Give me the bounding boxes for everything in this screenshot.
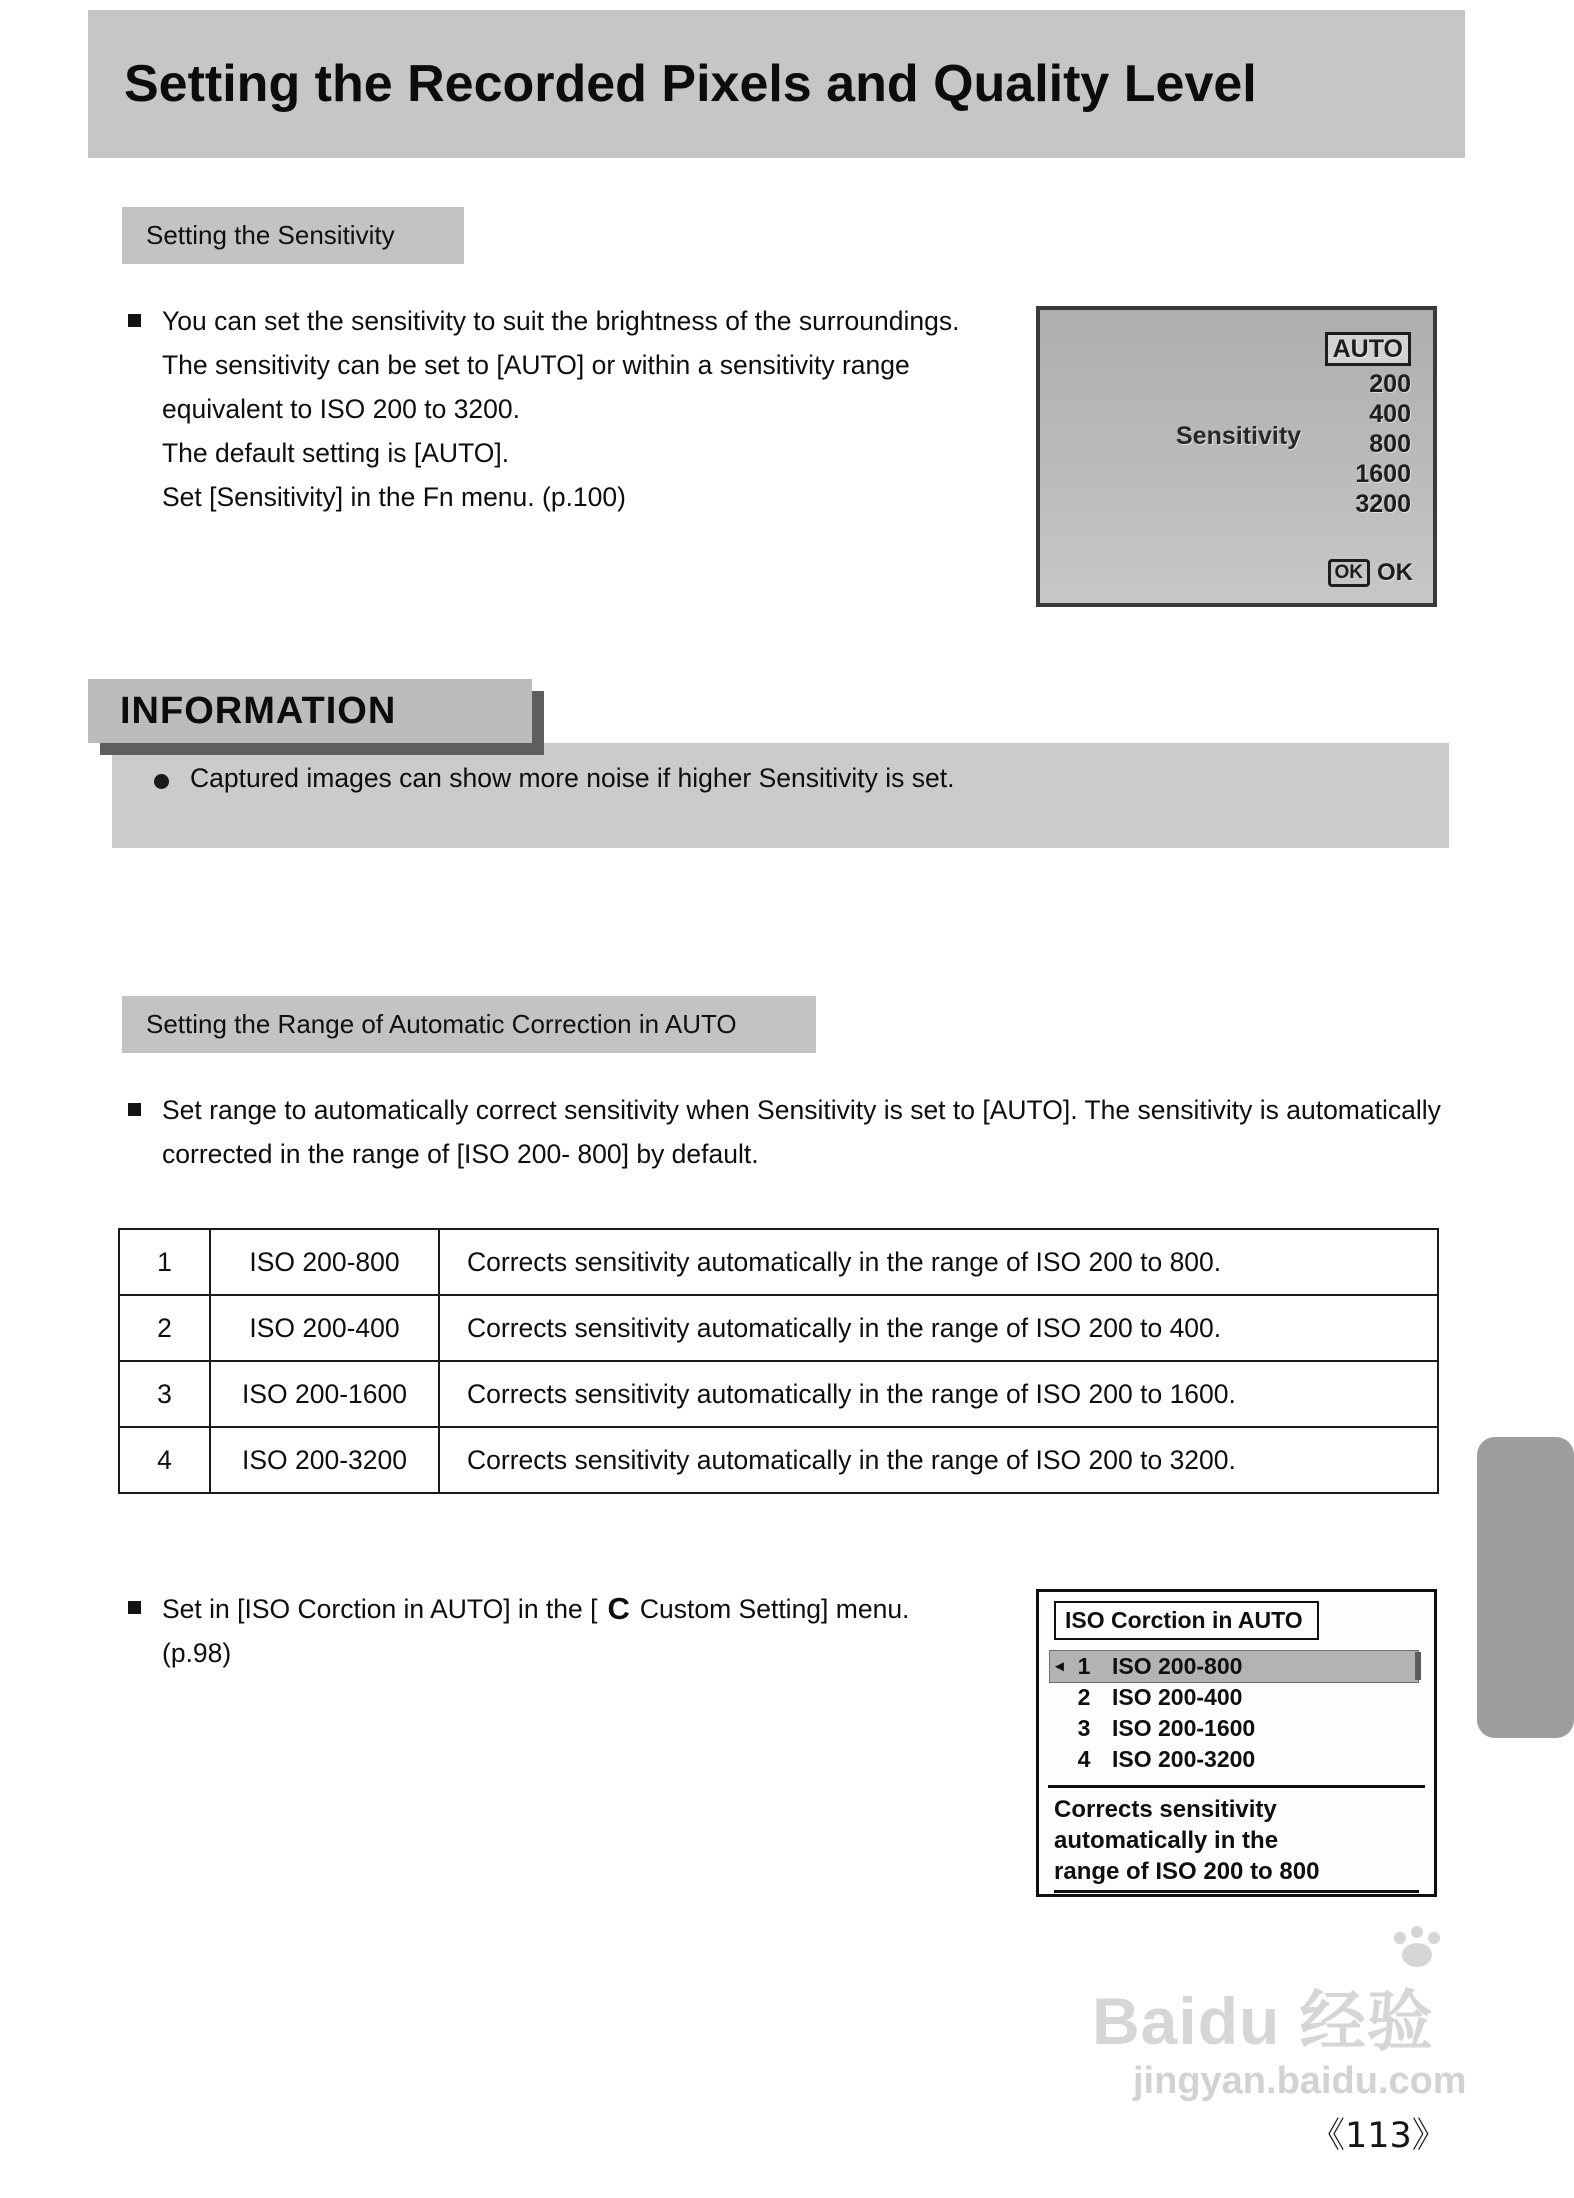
square-bullet-icon	[128, 314, 141, 327]
menu-item	[1050, 1744, 1418, 1775]
table-row	[119, 1229, 1438, 1295]
page-title: Setting the Recorded Pixels and Quality Level	[124, 55, 1257, 113]
watermark-url: jingyan.baidu.com	[1133, 2060, 1467, 2102]
ok-row	[1328, 559, 1414, 587]
section-label-text: Setting the Sensitivity	[146, 220, 395, 250]
section-label-text: Setting the Range of Automatic Correction in AUTO	[146, 1009, 737, 1039]
note-text-before: Set in [ISO Corction in AUTO] in the [	[162, 1594, 598, 1624]
menu-item-number: 2	[1077, 1684, 1091, 1710]
screen-description	[1054, 1794, 1419, 1893]
cursor-arrow-icon: ◄	[1052, 1658, 1067, 1675]
table-cell-description: Corrects sensitivity automatically in the range of ISO 200 to 800.	[439, 1229, 1438, 1295]
ok-label: OK	[1377, 559, 1413, 586]
square-bullet-icon	[128, 1103, 141, 1116]
option-200: 200	[1369, 370, 1411, 398]
iso-range-table	[118, 1228, 1439, 1494]
table-row	[119, 1295, 1438, 1361]
page-title-bar	[88, 10, 1465, 158]
screen-divider	[1048, 1785, 1425, 1788]
option-auto-selected: AUTO	[1325, 332, 1411, 366]
paragraph-text: The default setting is [AUTO].	[162, 438, 510, 468]
menu-item-number: 3	[1077, 1715, 1091, 1741]
information-heading-text: INFORMATION	[120, 689, 397, 732]
description-line: range of ISO 200 to 800	[1054, 1856, 1419, 1893]
table-cell-range: ISO 200-3200	[210, 1427, 439, 1493]
table-row	[119, 1361, 1438, 1427]
description-line: Corrects sensitivity	[1054, 1796, 1277, 1823]
option-400: 400	[1369, 400, 1411, 428]
page-number: 《113》	[1310, 2116, 1447, 2156]
page-reference: (p.98)	[162, 1638, 232, 1668]
table-cell-range: ISO 200-800	[210, 1229, 439, 1295]
circle-bullet-icon	[154, 774, 169, 789]
table-cell-description: Corrects sensitivity automatically in the range of ISO 200 to 400.	[439, 1295, 1438, 1361]
menu-item-selected	[1050, 1651, 1418, 1682]
table-cell-number: 3	[119, 1361, 210, 1427]
section-label-range	[122, 996, 816, 1053]
custom-menu-icon: C	[607, 1591, 630, 1626]
table-cell-number: 2	[119, 1295, 210, 1361]
ok-button-icon: OK	[1328, 559, 1371, 587]
paragraph-text: You can set the sensitivity to suit the brightness of the surroundings. The sensitivity can be set to [AUTO] or within a sensitivity range equivalent to ISO 200 to 3200.	[162, 306, 960, 424]
menu-item-label: ISO 200-3200	[1112, 1746, 1256, 1772]
menu-item-number: 4	[1077, 1746, 1091, 1772]
custom-setting-paragraph	[162, 1586, 1002, 1675]
paw-icon	[1392, 1926, 1442, 1968]
paragraph-text	[162, 1586, 1002, 1631]
menu-item	[1050, 1713, 1418, 1744]
sensitivity-options-list	[1325, 332, 1411, 519]
table-cell-number: 1	[119, 1229, 210, 1295]
page-edge-tab	[1477, 1437, 1574, 1738]
scrollbar-thumb	[1415, 1652, 1421, 1680]
paw-pad-shape	[1402, 1943, 1432, 1967]
paw-toe-shape	[1411, 1926, 1423, 1938]
paw-toe-shape	[1394, 1932, 1406, 1944]
paragraph-text: Set range to automatically correct sensitivity when Sensitivity is set to [AUTO]. The sensitivity is automatically corrected in the range of [ISO 200- 800] by default.	[162, 1095, 1441, 1169]
sensitivity-screen-label: Sensitivity	[1176, 422, 1302, 450]
paragraph-text: Set [Sensitivity] in the Fn menu. (p.100)	[162, 482, 626, 512]
menu-item-label: ISO 200-1600	[1112, 1715, 1256, 1741]
information-note-text: Captured images can show more noise if higher Sensitivity is set.	[190, 763, 955, 793]
watermark-brand: Baidu 经验	[1092, 1984, 1434, 2058]
table-cell-range: ISO 200-1600	[210, 1361, 439, 1427]
table-row	[119, 1427, 1438, 1493]
menu-item-label: ISO 200-800	[1112, 1653, 1243, 1679]
information-heading	[88, 679, 532, 743]
menu-item-label: ISO 200-400	[1112, 1684, 1243, 1710]
iso-correction-menu	[1050, 1651, 1418, 1775]
screen-title-text: ISO Corction in AUTO	[1065, 1607, 1303, 1633]
section-label-sensitivity	[122, 207, 464, 264]
iso-correction-screen	[1036, 1589, 1437, 1897]
description-line: automatically in the	[1054, 1827, 1279, 1854]
option-800: 800	[1369, 430, 1411, 458]
paw-toe-shape	[1428, 1932, 1440, 1944]
sensitivity-screen	[1036, 306, 1437, 607]
screen-title-box	[1054, 1601, 1319, 1640]
table-cell-description: Corrects sensitivity automatically in the range of ISO 200 to 1600.	[439, 1361, 1438, 1427]
table-cell-range: ISO 200-400	[210, 1295, 439, 1361]
menu-item-number: 1	[1077, 1653, 1091, 1679]
option-1600: 1600	[1355, 460, 1411, 488]
menu-item	[1050, 1682, 1418, 1713]
option-3200: 3200	[1355, 490, 1411, 518]
note-text-after: Custom Setting] menu.	[639, 1594, 910, 1624]
table-cell-number: 4	[119, 1427, 210, 1493]
table-cell-description: Corrects sensitivity automatically in the range of ISO 200 to 3200.	[439, 1427, 1438, 1493]
square-bullet-icon	[128, 1601, 141, 1614]
range-paragraph	[162, 1088, 1454, 1176]
sensitivity-paragraph	[162, 299, 960, 519]
information-note-bar	[112, 743, 1449, 848]
